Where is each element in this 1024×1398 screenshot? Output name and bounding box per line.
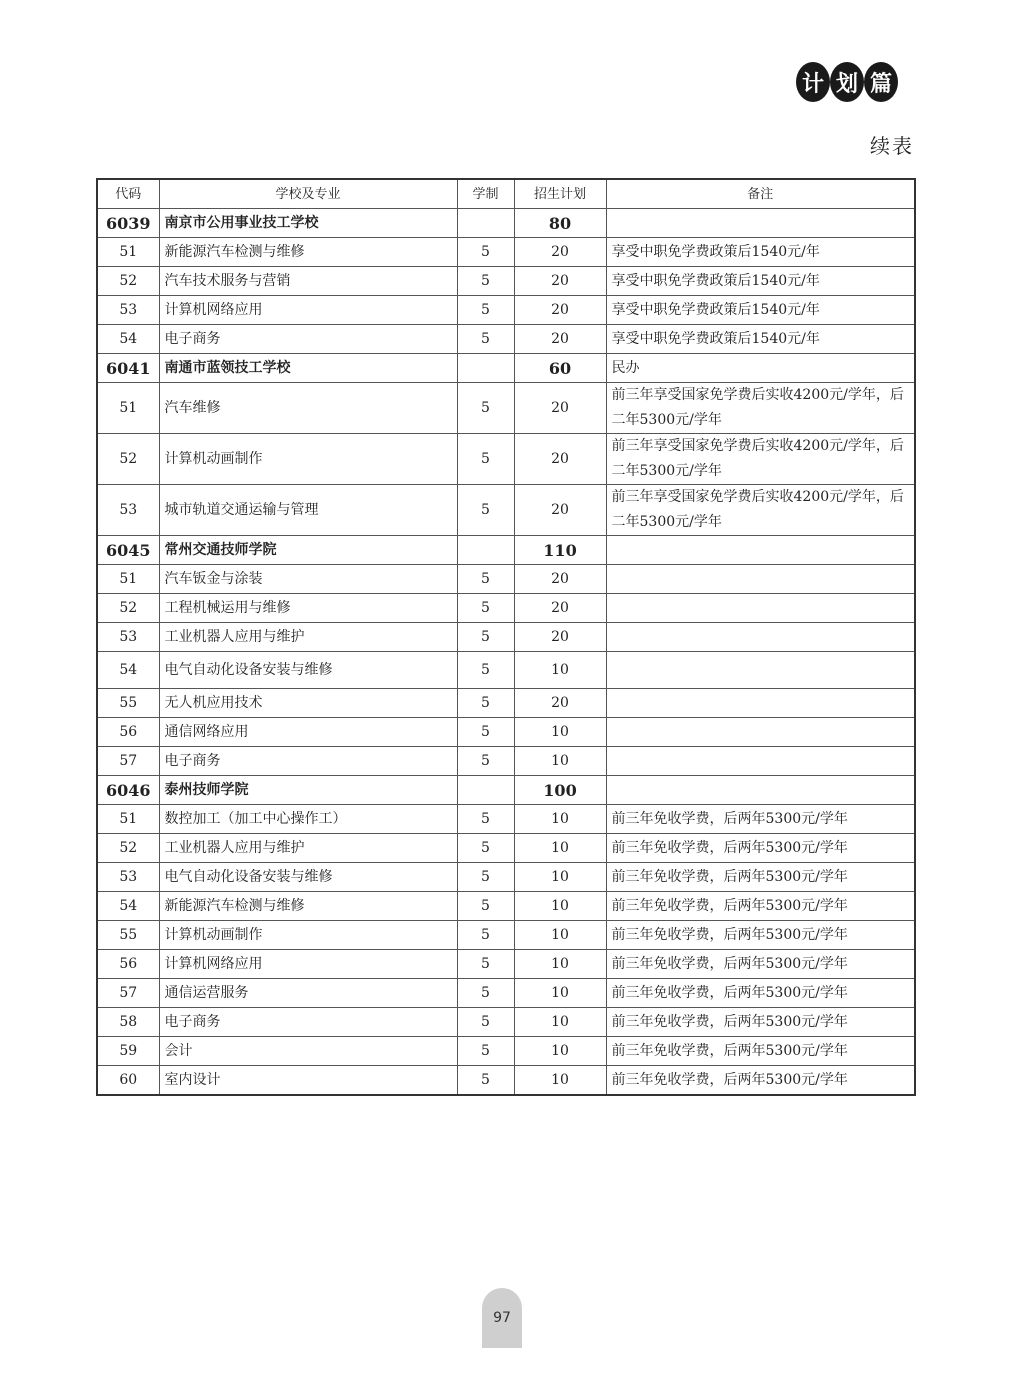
major-years: 5 xyxy=(457,485,514,536)
major-row xyxy=(97,1037,915,1066)
major-note: 享受中职免学费政策后1540元/年 xyxy=(606,267,915,296)
major-name: 计算机动画制作 xyxy=(159,921,457,950)
major-row xyxy=(97,267,915,296)
school-quota: 60 xyxy=(514,354,606,383)
major-years: 5 xyxy=(457,565,514,594)
major-code: 56 xyxy=(97,950,159,979)
major-note xyxy=(606,594,915,623)
major-note xyxy=(606,565,915,594)
major-row xyxy=(97,950,915,979)
major-note: 享受中职免学费政策后1540元/年 xyxy=(606,238,915,267)
major-row xyxy=(97,834,915,863)
school-name: 泰州技师学院 xyxy=(159,776,457,805)
major-quota: 10 xyxy=(514,863,606,892)
major-row xyxy=(97,979,915,1008)
table-header-row xyxy=(97,179,915,209)
section-badge xyxy=(796,60,900,104)
major-years: 5 xyxy=(457,325,514,354)
major-name: 电气自动化设备安装与维修 xyxy=(159,652,457,689)
major-years: 5 xyxy=(457,892,514,921)
major-row xyxy=(97,689,915,718)
school-code: 6046 xyxy=(97,776,159,805)
major-name: 通信运营服务 xyxy=(159,979,457,1008)
major-name: 汽车钣金与涂装 xyxy=(159,565,457,594)
major-quota: 10 xyxy=(514,1066,606,1096)
major-years: 5 xyxy=(457,296,514,325)
major-code: 54 xyxy=(97,892,159,921)
school-note: 民办 xyxy=(606,354,915,383)
column-header-note: 备注 xyxy=(606,179,915,209)
major-quota: 10 xyxy=(514,747,606,776)
school-name: 南京市公用事业技工学校 xyxy=(159,209,457,238)
major-years: 5 xyxy=(457,747,514,776)
major-note: 前三年免收学费，后两年5300元/学年 xyxy=(606,1008,915,1037)
major-name: 新能源汽车检测与维修 xyxy=(159,238,457,267)
major-code: 51 xyxy=(97,383,159,434)
major-name: 城市轨道交通运输与管理 xyxy=(159,485,457,536)
major-row xyxy=(97,863,915,892)
major-years: 5 xyxy=(457,383,514,434)
major-years: 5 xyxy=(457,434,514,485)
major-years: 5 xyxy=(457,718,514,747)
major-row xyxy=(97,1066,915,1096)
major-name: 电子商务 xyxy=(159,325,457,354)
major-quota: 10 xyxy=(514,652,606,689)
major-row xyxy=(97,747,915,776)
major-note: 前三年免收学费，后两年5300元/学年 xyxy=(606,950,915,979)
major-years: 5 xyxy=(457,652,514,689)
major-note xyxy=(606,652,915,689)
major-years: 5 xyxy=(457,594,514,623)
major-note: 前三年免收学费，后两年5300元/学年 xyxy=(606,1066,915,1096)
major-note: 前三年享受国家免学费后实收4200元/学年，后二年5300元/学年 xyxy=(606,485,915,536)
major-code: 56 xyxy=(97,718,159,747)
major-years: 5 xyxy=(457,267,514,296)
major-code: 58 xyxy=(97,1008,159,1037)
school-row xyxy=(97,354,915,383)
school-row xyxy=(97,536,915,565)
major-quota: 20 xyxy=(514,267,606,296)
column-header-years: 学制 xyxy=(457,179,514,209)
major-note: 前三年享受国家免学费后实收4200元/学年，后二年5300元/学年 xyxy=(606,434,915,485)
major-quota: 10 xyxy=(514,950,606,979)
major-years: 5 xyxy=(457,863,514,892)
column-header-code: 代码 xyxy=(97,179,159,209)
major-name: 会计 xyxy=(159,1037,457,1066)
major-years: 5 xyxy=(457,238,514,267)
major-quota: 10 xyxy=(514,1037,606,1066)
major-row xyxy=(97,434,915,485)
major-code: 54 xyxy=(97,325,159,354)
major-row xyxy=(97,623,915,652)
major-quota: 10 xyxy=(514,834,606,863)
major-row xyxy=(97,805,915,834)
major-name: 数控加工（加工中心操作工） xyxy=(159,805,457,834)
school-note xyxy=(606,536,915,565)
major-code: 53 xyxy=(97,623,159,652)
column-header-school-major: 学校及专业 xyxy=(159,179,457,209)
school-quota: 110 xyxy=(514,536,606,565)
major-code: 60 xyxy=(97,1066,159,1096)
school-years xyxy=(457,776,514,805)
major-note xyxy=(606,747,915,776)
major-name: 电气自动化设备安装与维修 xyxy=(159,863,457,892)
major-name: 电子商务 xyxy=(159,1008,457,1037)
major-code: 52 xyxy=(97,267,159,296)
table-body xyxy=(97,209,915,1096)
major-quota: 10 xyxy=(514,892,606,921)
major-code: 51 xyxy=(97,565,159,594)
major-name: 计算机网络应用 xyxy=(159,950,457,979)
major-note: 前三年免收学费，后两年5300元/学年 xyxy=(606,834,915,863)
school-years xyxy=(457,354,514,383)
major-years: 5 xyxy=(457,623,514,652)
school-quota: 80 xyxy=(514,209,606,238)
major-quota: 10 xyxy=(514,1008,606,1037)
major-name: 汽车技术服务与营销 xyxy=(159,267,457,296)
school-quota: 100 xyxy=(514,776,606,805)
major-row xyxy=(97,1008,915,1037)
major-row xyxy=(97,565,915,594)
major-note: 前三年免收学费，后两年5300元/学年 xyxy=(606,979,915,1008)
badge-char-1: 计 xyxy=(796,62,830,102)
major-name: 室内设计 xyxy=(159,1066,457,1096)
major-name: 电子商务 xyxy=(159,747,457,776)
major-quota: 20 xyxy=(514,594,606,623)
major-years: 5 xyxy=(457,1008,514,1037)
major-name: 无人机应用技术 xyxy=(159,689,457,718)
major-code: 53 xyxy=(97,863,159,892)
page-number: 97 xyxy=(482,1288,522,1348)
major-code: 57 xyxy=(97,747,159,776)
major-note: 前三年免收学费，后两年5300元/学年 xyxy=(606,863,915,892)
school-row xyxy=(97,776,915,805)
major-row xyxy=(97,325,915,354)
major-quota: 10 xyxy=(514,805,606,834)
major-code: 55 xyxy=(97,921,159,950)
major-code: 52 xyxy=(97,834,159,863)
major-row xyxy=(97,594,915,623)
major-code: 53 xyxy=(97,485,159,536)
major-code: 52 xyxy=(97,434,159,485)
major-note: 享受中职免学费政策后1540元/年 xyxy=(606,325,915,354)
major-row xyxy=(97,652,915,689)
major-quota: 10 xyxy=(514,921,606,950)
major-quota: 20 xyxy=(514,383,606,434)
major-name: 工业机器人应用与维护 xyxy=(159,623,457,652)
major-years: 5 xyxy=(457,921,514,950)
major-name: 计算机动画制作 xyxy=(159,434,457,485)
major-row xyxy=(97,892,915,921)
major-quota: 10 xyxy=(514,979,606,1008)
major-row xyxy=(97,718,915,747)
school-row xyxy=(97,209,915,238)
major-code: 51 xyxy=(97,238,159,267)
major-code: 52 xyxy=(97,594,159,623)
school-name: 常州交通技师学院 xyxy=(159,536,457,565)
major-years: 5 xyxy=(457,1066,514,1096)
major-note xyxy=(606,718,915,747)
major-code: 54 xyxy=(97,652,159,689)
major-note: 前三年免收学费，后两年5300元/学年 xyxy=(606,805,915,834)
major-quota: 20 xyxy=(514,238,606,267)
major-years: 5 xyxy=(457,1037,514,1066)
major-code: 57 xyxy=(97,979,159,1008)
major-name: 通信网络应用 xyxy=(159,718,457,747)
major-note: 前三年免收学费，后两年5300元/学年 xyxy=(606,1037,915,1066)
major-years: 5 xyxy=(457,950,514,979)
badge-char-3: 篇 xyxy=(864,62,898,102)
major-code: 51 xyxy=(97,805,159,834)
major-quota: 20 xyxy=(514,485,606,536)
major-years: 5 xyxy=(457,805,514,834)
school-code: 6045 xyxy=(97,536,159,565)
major-note: 前三年免收学费，后两年5300元/学年 xyxy=(606,921,915,950)
major-quota: 20 xyxy=(514,296,606,325)
major-name: 新能源汽车检测与维修 xyxy=(159,892,457,921)
major-note: 享受中职免学费政策后1540元/年 xyxy=(606,296,915,325)
major-note: 前三年享受国家免学费后实收4200元/学年，后二年5300元/学年 xyxy=(606,383,915,434)
major-name: 工业机器人应用与维护 xyxy=(159,834,457,863)
major-years: 5 xyxy=(457,834,514,863)
column-header-quota: 招生计划 xyxy=(514,179,606,209)
school-years xyxy=(457,536,514,565)
major-name: 工程机械运用与维修 xyxy=(159,594,457,623)
major-quota: 20 xyxy=(514,565,606,594)
major-years: 5 xyxy=(457,689,514,718)
major-row xyxy=(97,296,915,325)
school-name: 南通市蓝领技工学校 xyxy=(159,354,457,383)
major-years: 5 xyxy=(457,979,514,1008)
major-code: 55 xyxy=(97,689,159,718)
major-quota: 10 xyxy=(514,718,606,747)
major-row xyxy=(97,383,915,434)
school-code: 6039 xyxy=(97,209,159,238)
major-row xyxy=(97,921,915,950)
major-code: 59 xyxy=(97,1037,159,1066)
major-quota: 20 xyxy=(514,434,606,485)
school-note xyxy=(606,209,915,238)
major-code: 53 xyxy=(97,296,159,325)
enrollment-plan-table xyxy=(96,178,916,1096)
badge-char-2: 划 xyxy=(830,62,864,102)
major-note xyxy=(606,623,915,652)
major-name: 计算机网络应用 xyxy=(159,296,457,325)
major-quota: 20 xyxy=(514,623,606,652)
major-quota: 20 xyxy=(514,325,606,354)
major-row xyxy=(97,238,915,267)
school-code: 6041 xyxy=(97,354,159,383)
school-years xyxy=(457,209,514,238)
major-note xyxy=(606,689,915,718)
major-row xyxy=(97,485,915,536)
major-note: 前三年免收学费，后两年5300元/学年 xyxy=(606,892,915,921)
school-note xyxy=(606,776,915,805)
major-quota: 20 xyxy=(514,689,606,718)
continued-label: 续表 xyxy=(870,134,914,158)
major-name: 汽车维修 xyxy=(159,383,457,434)
